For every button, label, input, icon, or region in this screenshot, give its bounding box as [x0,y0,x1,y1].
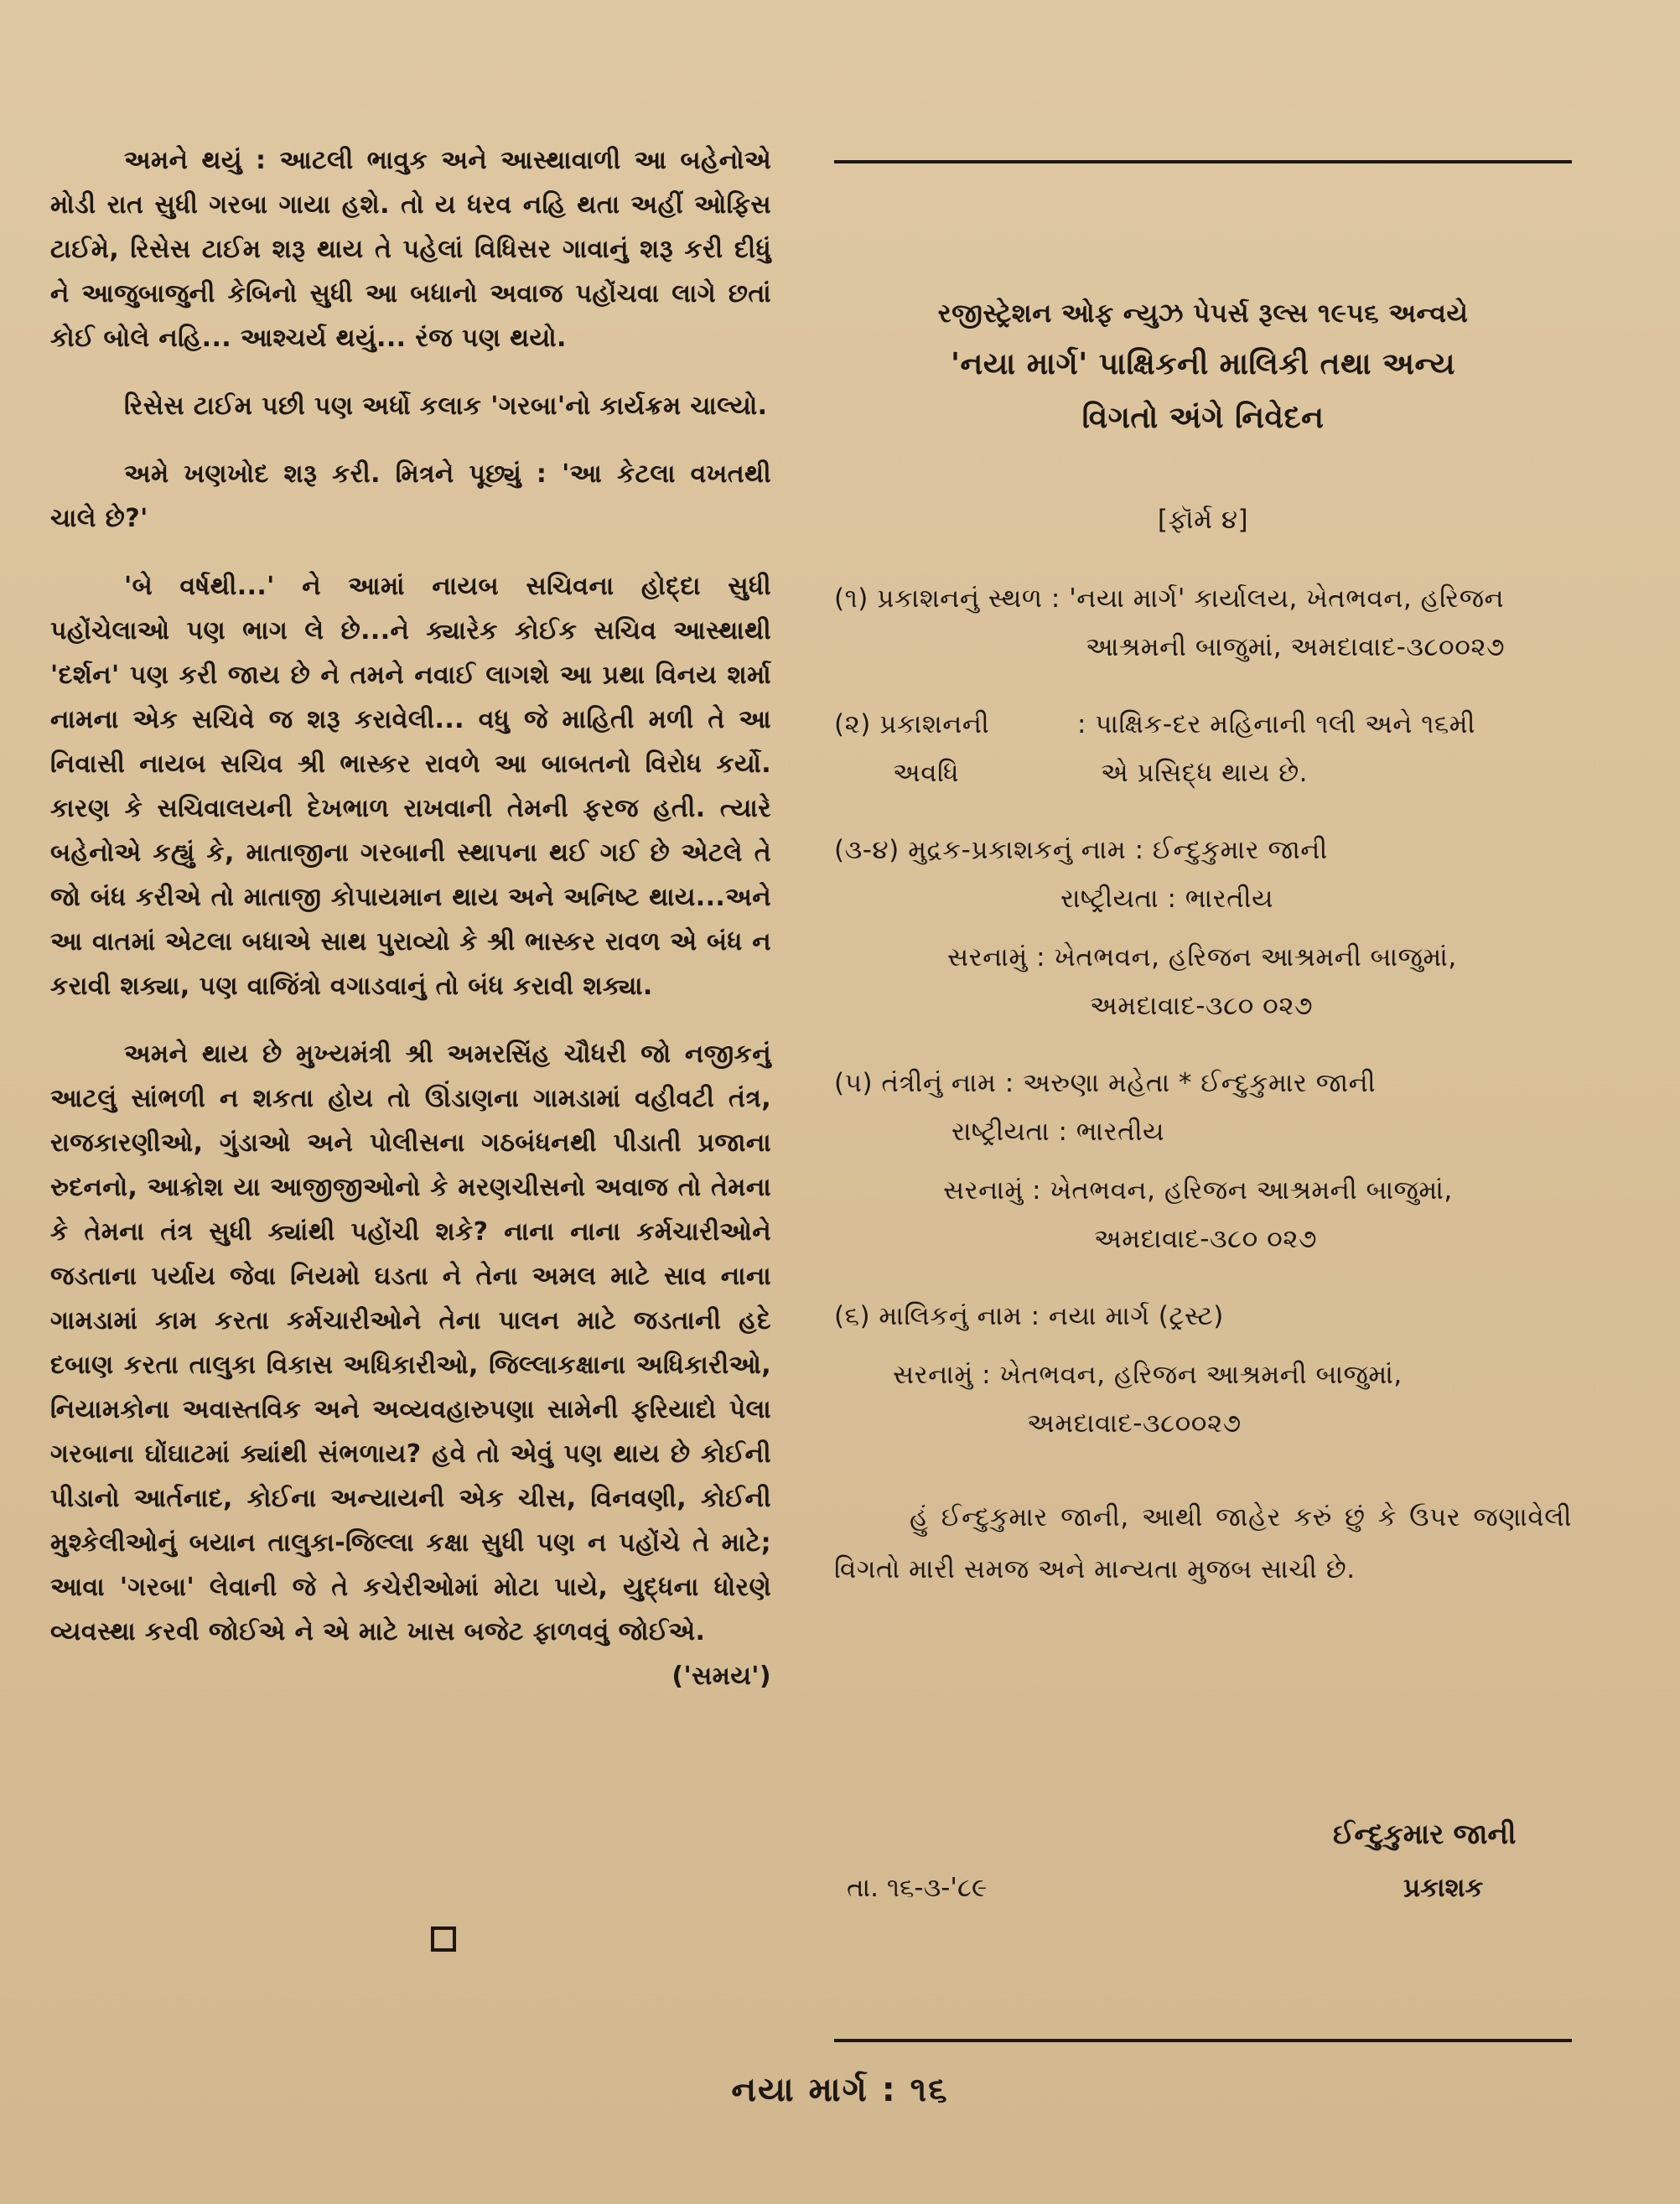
article-paragraph-4: 'બે વર્ષથી...' ને આમાં નાયબ સચિવના હોદ્દા સુધી પહોંચેલાઓ પણ ભાગ લે છે...ને ક્યારેક કોઈક સચિવ આસ્થાથી 'દર્શન' પણ કરી જાય છે ને તમને નવાઈ લાગશે આ પ્રથા વિનય શર્મા નામના એક સચિવે જ શરૂ કરાવેલી... વધુ જે માહિતી મળી તે આ નિવાસી નાયબ સચિવ શ્રી ભાસ્કર રાવળે આ બાબતનો વિરોધ કર્યો. કારણ કે સચિવાલયની દેખભાળ રાખવાની તેમની ફરજ હતી. ત્યારે બહેનોએ કહ્યું કે, માતાજીના ગરબાની સ્થાપના થઈ ગઈ છે એટલે તે જો બંધ કરીએ તો માતાજી કોપાયમાન થાય અને અનિષ્ટ થાય...અને આ વાતમાં એટલા બધાએ સાથ પુરાવ્યો કે શ્રી ભાસ્કર રાવળ એ બંધ ન કરાવી શક્યા, પણ વાજિંત્રો વગાડવાનું તો બંધ કરાવી શક્યા. [50,572,771,1001]
entry-period [834,700,1572,797]
bottom-divider [834,2039,1572,2042]
period-value-1: : પાક્ષિક-દર મહિનાની ૧લી અને ૧૬મી [1077,709,1476,739]
printer-line: (૩-૪) મુદ્રક-પ્રકાશકનું નામ : ઈન્દુકુમાર જાની [834,835,1328,865]
entry-editor [834,1059,1572,1263]
owner-address-2: અમદાવાદ-૩૮૦૦૨૭ [1027,1408,1242,1439]
editor-address-2: અમદાવાદ-૩૮૦ ૦૨૭ [1094,1224,1318,1254]
ownership-notice [834,289,1572,1595]
article-paragraph-2: રિસેસ ટાઈમ પછી પણ અર્ધો કલાક 'ગરબા'નો કાર્યક્રમ ચાલ્યો. [124,392,768,421]
signature-name: ઈન્દુકુમાર જાની [1333,1818,1517,1850]
article-paragraph-1: અમને થયું : આટલી ભાવુક અને આસ્થાવાળી આ બહેનોએ મોડી રાત સુધી ગરબા ગાયા હશે. તો ય ધરવ નહિ થતા અહીં ઓફિસ ટાઈમે, રિસેસ ટાઈમ શરૂ થાય તે પહેલાં વિધિસર ગાવાનું શરૂ કરી દીધું ને આજુબાજુની કેબિનો સુધી આ બધાનો અવાજ પહોંચવા લાગે છતાં કોઈ બોલે નહિ... આશ્ચર્ય થયું... રંજ પણ થયો. [50,146,771,353]
owner-line: (૬) માલિકનું નામ : નયા માર્ગ (ટ્રસ્ટ) [834,1301,1224,1331]
place-value-2: આશ્રમની બાજુમાં, અમદાવાદ-૩૮૦૦૨૭ [1086,632,1506,662]
article-paragraph-5 [50,1032,771,1698]
notice-heading-1: રજીસ્ટ્રેશન ઓફ ન્યુઝ પેપર્સ રૂલ્સ ૧૯૫૬ અન્વયે [937,298,1469,329]
entry-owner [834,1292,1572,1448]
page-footer: નયા માર્ગ : ૧૬ [731,2071,949,2109]
article-end-mark [431,1927,456,1952]
editor-nationality: રાષ્ટ્રીયતા : ભારતીય [951,1117,1164,1147]
article-paragraph-5-text: અમને થાય છે મુખ્યમંત્રી શ્રી અમરસિંહ ચૌધરી જો નજીકનું આટલું સાંભળી ન શકતા હોય તો ઊંડાણના ગામડામાં વહીવટી તંત્ર, રાજકારણીઓ, ગુંડાઓ અને પોલીસના ગઠબંધનથી પીડાતી પ્રજાના રુદનનો, આક્રોશ યા આજીજીઓનો કે મરણચીસનો અવાજ તો તેમના કે તેમના તંત્ર સુધી ક્યાંથી પહોંચી શકે? નાના નાના કર્મચારીઓને જડતાના પર્યાય જેવા નિયમો ઘડતા ને તેના અમલ માટે સાવ નાના ગામડામાં કામ કરતા કર્મચારીઓને તેના પાલન માટે જડતાની હદે દબાણ કરતા તાલુકા વિકાસ અધિકારીઓ, જિલ્લાકક્ષાના અધિકારીઓ, નિયામકોના અવાસ્તવિક અને અવ્યવહારુપણા સામેની ફરિયાદો પેલા ગરબાના ઘોંઘાટમાં ક્યાંથી સંભળાય? હવે તો એવું પણ થાય છે કોઈની પીડાનો આર્તનાદ, કોઈના અન્યાયની એક ચીસ, વિનવણી, કોઈની મુશ્કેલીઓનું બયાન તાલુકા-જિલ્લા કક્ષા સુધી પણ ન પહોંચે તે માટે; આવા 'ગરબા' લેવાની જે તે કચેરીઓમાં મોટા પાયે, યુદ્ધના ધોરણે વ્યવસ્થા કરવી જોઈએ ને એ માટે ખાસ બજેટ ફાળવવું જોઈએ. [50,1040,771,1647]
place-label: (૧) પ્રકાશનનું સ્થળ : [834,583,1060,614]
notice-heading-3: વિગતો અંગે નિવેદન [1081,401,1325,435]
editor-line: (૫) તંત્રીનું નામ : અરુણા મહેતા * ઈન્દુકુમાર જાની [834,1068,1377,1098]
printer-nationality: રાષ્ટ્રીયતા : ભારતીય [1060,884,1273,914]
signature-role: પ્રકાશક [1403,1873,1484,1903]
article-column [50,138,771,1722]
printer-address-1: સરનામું : ખેતભવન, હરિજન આશ્રમની બાજુમાં, [947,942,1457,972]
notice-heading-2: 'નયા માર્ગ' પાક્ષિકની માલિકી તથા અન્ય [951,347,1455,381]
top-divider [834,160,1572,163]
article-paragraph-3: અમે ખણખોદ શરૂ કરી. મિત્રને પૂછ્યું : 'આ કેટલા વખતથી ચાલે છે?' [50,459,771,533]
form-number: [ફૉર્મ ૪] [1157,505,1249,535]
period-label-2: અવધિ [893,758,960,788]
article-source: ('સમય') [671,1662,771,1691]
declaration: હું ઈન્દુકુમાર જાની, આથી જાહેર કરું છું કે ઉપર જણાવેલી વિગતો મારી સમજ અને માન્યતા મુજબ સાચી છે. [834,1502,1572,1584]
owner-address-1: સરનામું : ખેતભવન, હરિજન આશ્રમની બાજુમાં, [893,1360,1403,1390]
place-value-1: 'નયા માર્ગ' કાર્યાલય, ખેતભવન, હરિજન [1069,583,1505,614]
signature-date: તા. ૧૬-૩-'૮૯ [847,1873,988,1903]
entry-place [834,574,1572,672]
entry-printer [834,826,1572,1030]
editor-address-1: સરનામું : ખેતભવન, હરિજન આશ્રમની બાજુમાં, [943,1175,1453,1206]
printer-address-2: અમદાવાદ-૩૮૦ ૦૨૭ [1090,991,1314,1021]
period-label-1: (૨) પ્રકાશનની [834,709,990,739]
period-value-2: એ પ્રસિદ્ધ થાય છે. [1101,758,1309,788]
